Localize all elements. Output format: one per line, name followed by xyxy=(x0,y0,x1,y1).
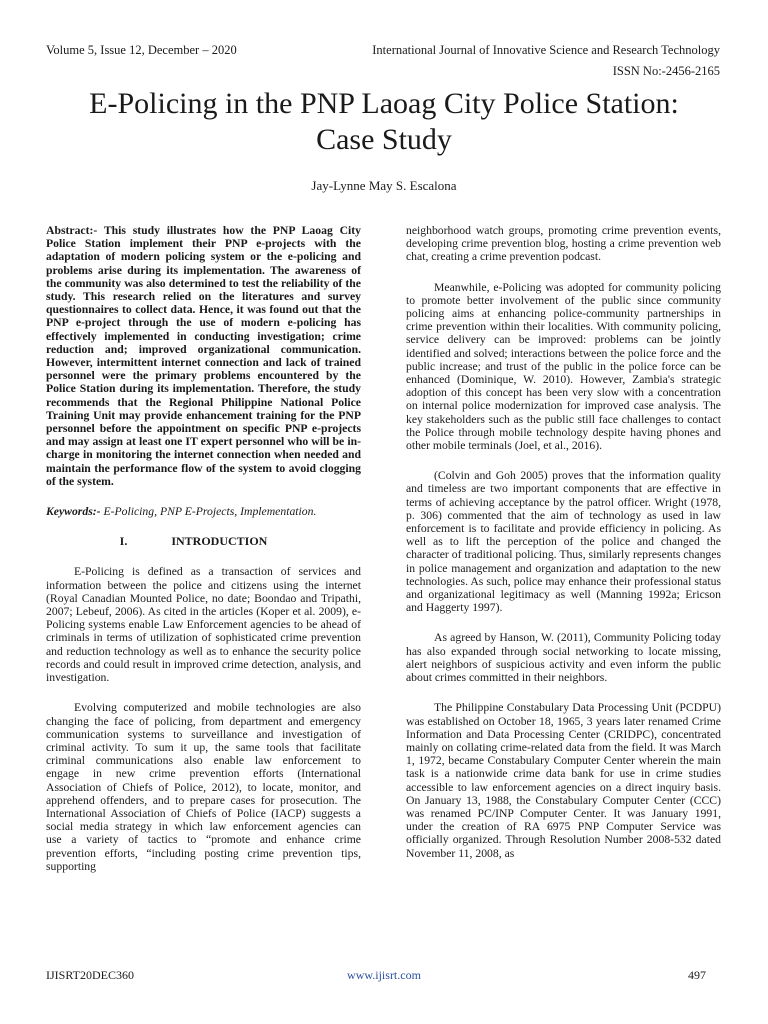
page-number: 497 xyxy=(688,968,706,982)
title-line-1: E-Policing in the PNP Laoag City Police Station: xyxy=(89,87,679,120)
author: Jay-Lynne May S. Escalona xyxy=(311,178,457,193)
right-paragraph-4: As agreed by Hanson, W. (2011), Community Policing today has also expanded through social networking to locate missing, alert neighbors of suspicious activity and even inform the public about crimes committed in their neighbors. xyxy=(406,631,721,685)
abstract: Abstract:- This study illustrates how the PNP Laoag City Police Station implement their PNP e-projects with the adaptation of modern policing system or the e-policing and problems arise during its implementation. The awareness of the community was also determined to test the reliability of the study. This research relied on the literatures and survey questionnaires to collect data. Hence, it was found out that the PNP e-project through the use of modern e-policing has effectively implemented in conducting investigation; crime reduction and; improved organizational communication. However, intermittent internet connection and lack of trained personnel were the primary problems encountered by the Police Station during its implementation. Therefore, the study recommends that the Regional Philippine National Police Training Unit may provide enhancement training for the PNP personnel before the appointment on specific PNP e-projects and may assign at least one IT expert personnel who will be in-charge in monitoring the internet connection when needed and maintain the performance flow of the system to avoid clogging of the system. xyxy=(46,224,361,488)
keywords-text: E-Policing, PNP E-Projects, Implementation. xyxy=(103,505,317,519)
section-heading xyxy=(26,535,361,548)
left-column xyxy=(46,224,361,873)
right-column xyxy=(406,224,721,860)
right-paragraph-2: Meanwhile, e-Policing was adopted for community policing to promote better involvement of the public since community policing aims at enhancing police-community partnerships in crime prevention within their localities. With community policing, service delivery can be improved: problems can be jointly identified and solved; interactions between the police force and the public increase; and trust of the public in the police force can be enhanced (Dominique, W. 2010). However, Zambia's strategic adoption of this concept has been very slow with a concentration on internal police modernization for improved case analysis. The key stakeholders such as the public still face challenges to contact the Police through mobile technology despite having phones and other mobile terminals (Joel, et al., 2016). xyxy=(406,280,721,453)
right-paragraph-3: (Colvin and Goh 2005) proves that the information quality and timeless are two important components that are effective in terms of achieving acceptance by the patrol officer. Wright (1978, p. 306) commented that the aim of technology as used in law enforcement is to facilitate and provide efficiency in policing. As well as to lift the perception of the police and changed the character of traditional policing. Thus, similarly represents changes in police management and organization and adaptation to the new technologies. As such, police may enhance their professional status and organizational legitimacy as well (Manning 1992a; Ericson and Haggerty 1997). xyxy=(406,469,721,615)
intro-paragraph-2: Evolving computerized and mobile technologies are also changing the face of policing, from department and emergency communication systems to surveillance and investigation of criminal activity. To sum it up, the same tools that facilitate criminal communications also enable law enforcement to engage in new crime prevention efforts (International Association of Chiefs of Police, 2012), to locate, monitor, and apprehend offenders, and to prepare cases for prosecution. The International Association of Chiefs of Police (IACP) suggests a social media strategy in which law enforcement agencies can use a variety of tactics to “promote and enhance crime prevention efforts, “including posting crime prevention tips, supporting xyxy=(46,701,361,873)
keywords-label: Keywords:- xyxy=(46,505,101,519)
issn: ISSN No:-2456-2165 xyxy=(612,64,720,78)
section-number: I. xyxy=(119,534,128,549)
paper-code: IJISRT20DEC360 xyxy=(46,968,134,982)
volume-issue: Volume 5, Issue 12, December – 2020 xyxy=(46,43,237,57)
intro-paragraph-1: E-Policing is defined as a transaction of services and information between the police and citizens using the internet (Royal Canadian Mounted Police, no date; Boondao and Tripathi, 2007; Lebeuf, 2006). As cited in the articles (Koper et al. 2009), e-Policing systems enable Law Enforcement agencies to be ahead of criminals in terms of utilization of sophisticated crime prevention and reduction technology as well as to enhance the security police records and could result in improved crime detection, analysis, and investigation. xyxy=(46,565,361,685)
section-title: INTRODUCTION xyxy=(171,534,268,549)
right-paragraph-1: neighborhood watch groups, promoting crime prevention events, developing crime prevention blog, hosting a crime prevention web chat, creating a crime prevention podcast. xyxy=(406,224,721,264)
right-paragraph-5: The Philippine Constabulary Data Processing Unit (PCDPU) was established on October 18, 1965, 3 years later renamed Crime Information and Data Processing Center (CRIDPC), concentrated mainly on collating crime-related data from the field. It was March 1, 1972, became Constabulary Computer Center wherein the main task is a nationwide crime data bank for use in crime studies accessible to law enforcement agencies on a direct inquiry basis. On January 13, 1988, the Constabulary Computer Center (CCC) was renamed PC/INP Computer Center. It was January 1991, under the creation of RA 6975 PNP Computer Service was officially organized. Through Resolution Number 2008-532 dated November 11, 2008, as xyxy=(406,701,721,860)
keywords xyxy=(46,505,361,518)
journal-name: International Journal of Innovative Science and Research Technology xyxy=(372,43,720,57)
paper-title xyxy=(40,86,728,158)
journal-url-link[interactable]: www.ijisrt.com xyxy=(347,968,421,982)
title-line-2: Case Study xyxy=(316,123,452,156)
